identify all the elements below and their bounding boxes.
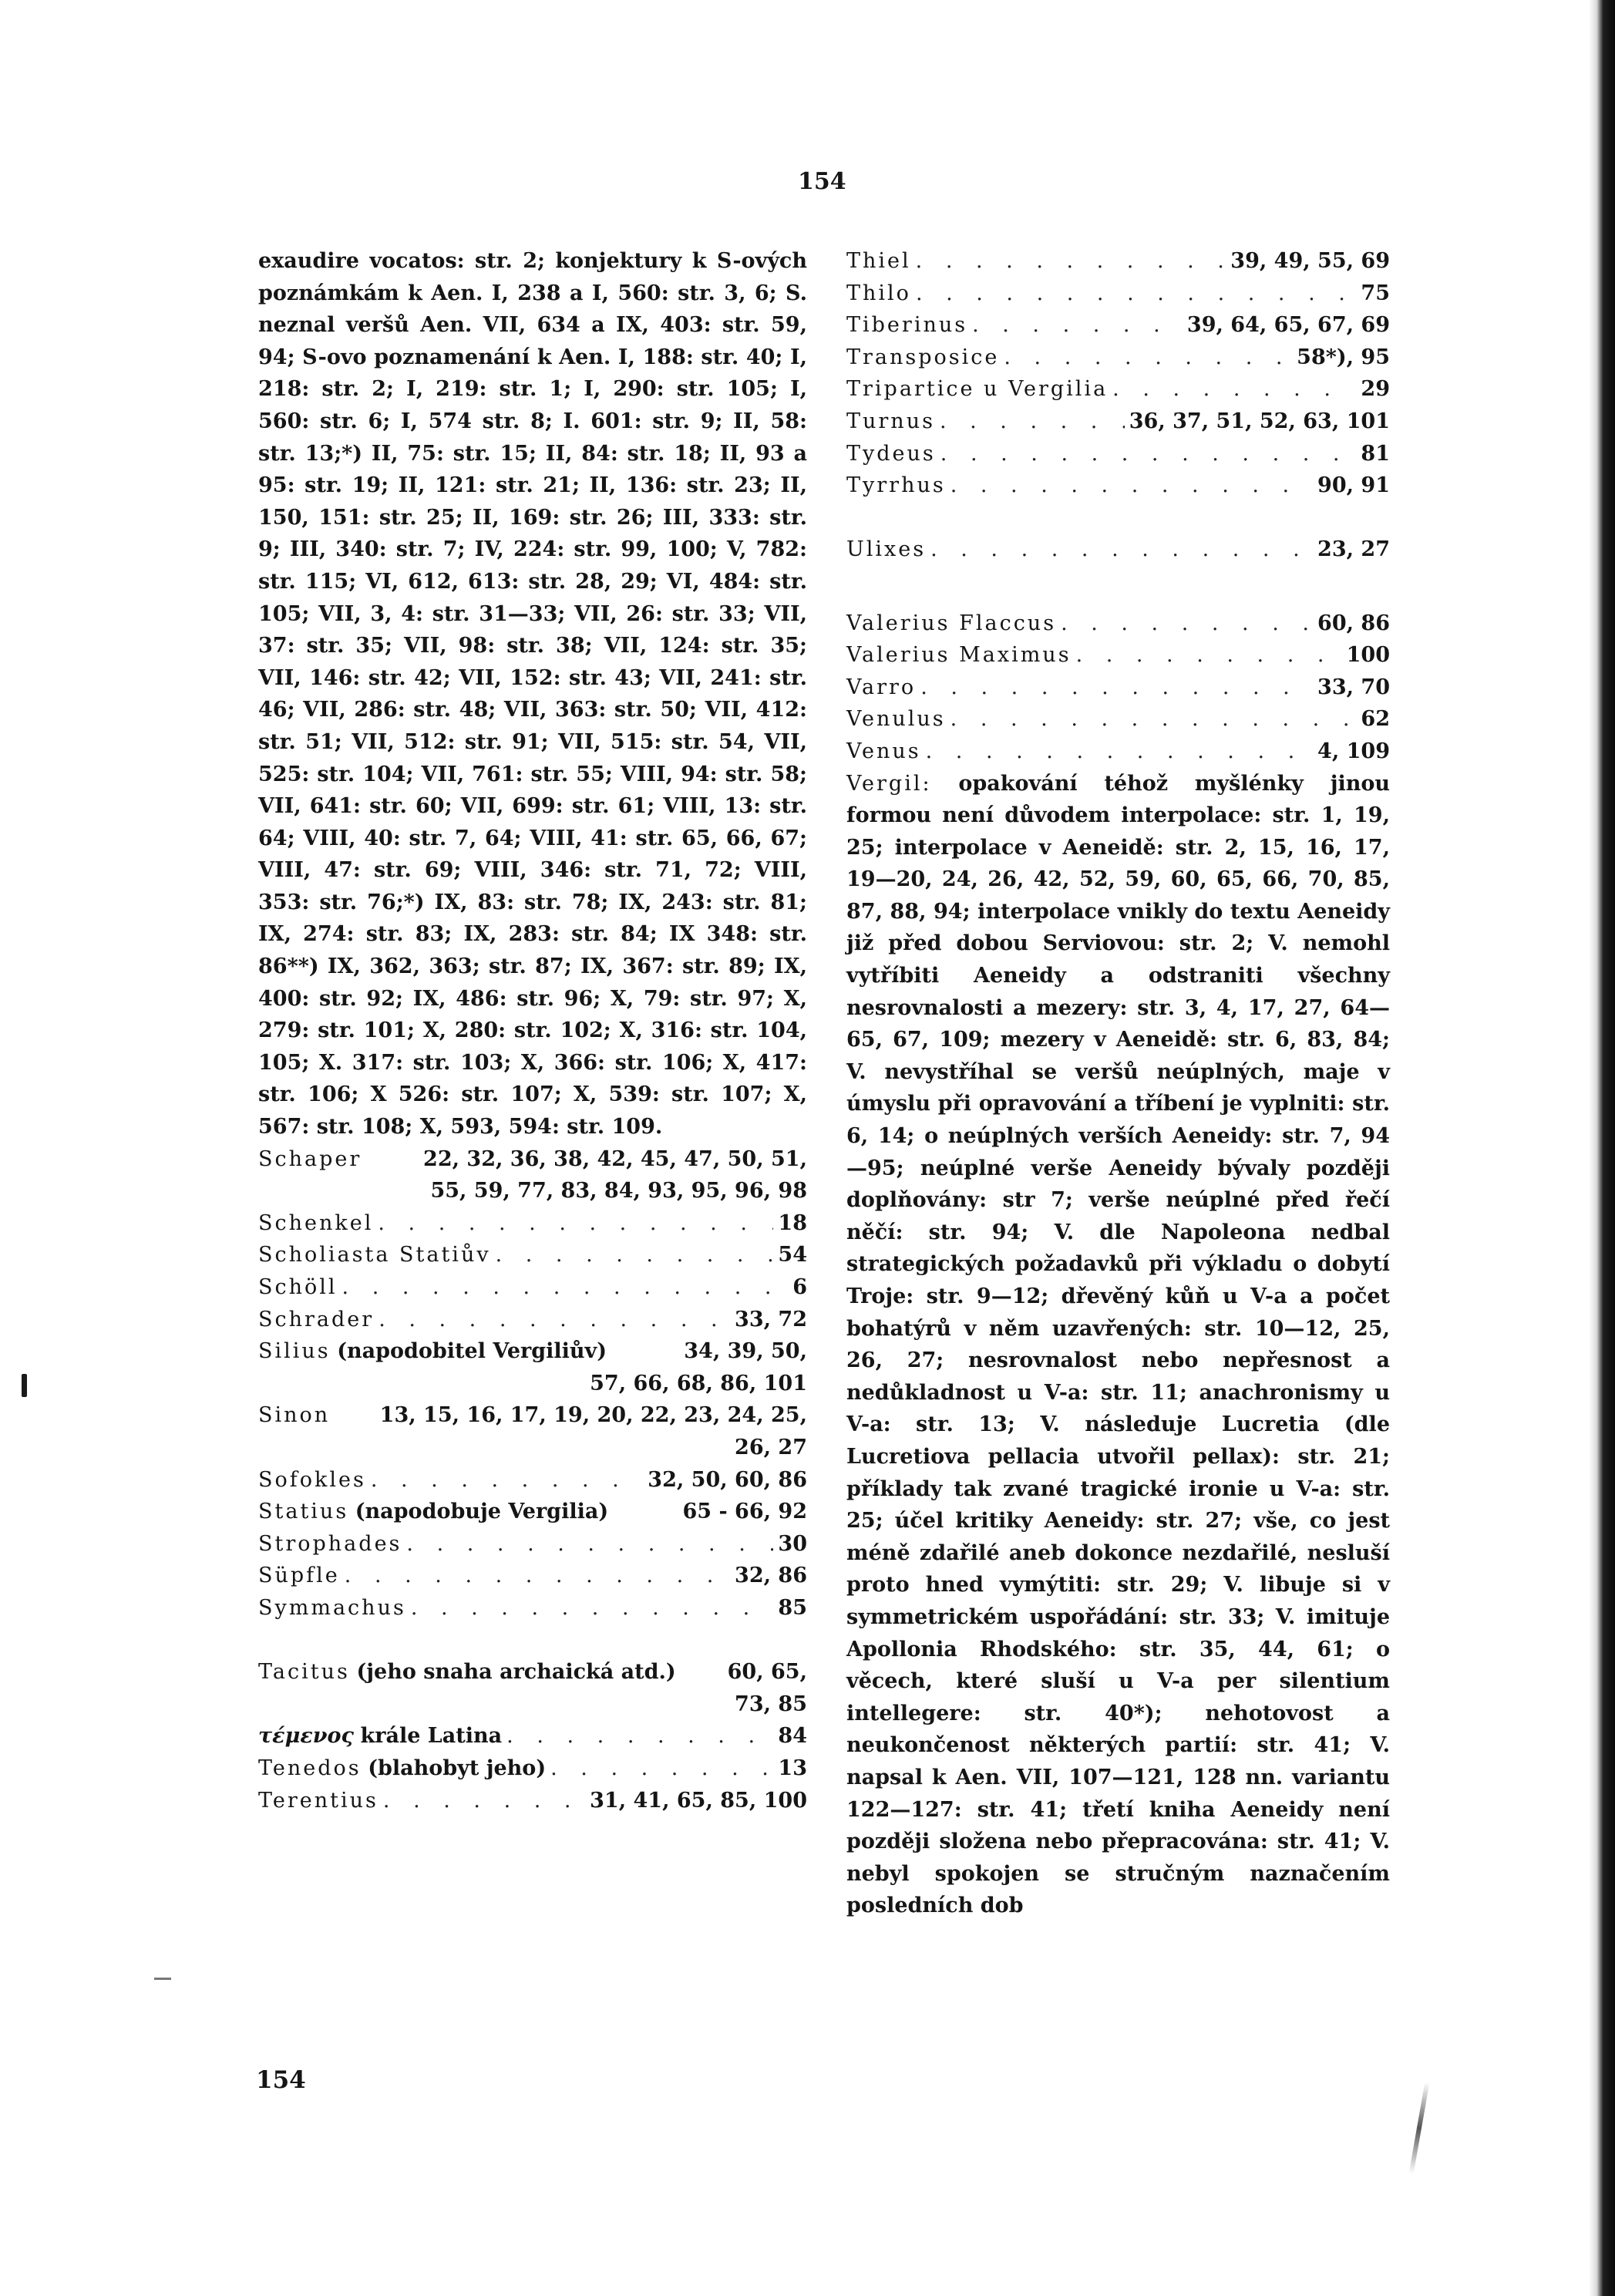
index-entry: Turnus . . . 36, 37, 51, 52, 63, 101 [846,406,1390,438]
index-entries-v [846,608,1390,1922]
index-entry: Tyrrhus . . . 90, 91 [846,470,1390,502]
binding-mark [22,1374,27,1397]
index-entry: Schrader . . . 33, 72 [258,1304,807,1336]
index-entry: Venulus . . . 62 [846,703,1390,736]
index-entry-vergil [846,768,1390,1922]
index-entry: Schöll . . . 6 [258,1271,807,1304]
stray-pencil-mark [1409,2082,1430,2173]
index-entry: Transposice . . . 58*), 95 [846,342,1390,374]
stray-mark [154,1978,171,1980]
page-number-top: 154 [798,168,846,195]
index-entry: Thilo . . . 75 [846,278,1390,310]
index-entry: Sofokles . . . 32, 50, 60, 86 [258,1464,807,1496]
vergil-heading: Vergil: [846,771,932,796]
index-entry: Valerius Flaccus . . . 60, 86 [846,608,1390,640]
index-entry: Sinon 13, 15, 16, 17, 19, 20, 22, 23, 24, 25, 26, 27 [258,1403,807,1459]
index-entry: Tenedos (blahobyt jeho) . . . 13 [258,1752,807,1785]
index-entry: Süpfle . . . 32, 86 [258,1560,807,1592]
index-entry: Valerius Maximus . . . 100 [846,639,1390,672]
index-entry: Statius (napodobuje Vergilia) 65 - 66, 92 [258,1500,807,1524]
index-entry: Ulixes . . . 23, 27 [846,534,1390,566]
page-number-bottom: 154 [256,2066,306,2094]
index-entry: Terentius . . . 31, 41, 65, 85, 100 [258,1785,807,1817]
index-entry: Tydeus . . . 81 [846,438,1390,470]
right-column [846,245,1390,1922]
index-entries-t-left [258,1656,807,1816]
page-edge-shadow [1589,0,1615,2296]
index-entry: Tacitus (jeho snaha archaická atd.) 60, 65, 73, 85 [258,1660,807,1716]
index-entry: Symmachus . . . 85 [258,1592,807,1624]
index-entry: Scholiasta Statiův . . . 54 [258,1239,807,1271]
left-column [258,245,807,1816]
index-entry: Varro . . . 33, 70 [846,672,1390,704]
index-entry: Tripartice u Vergilia . . . 29 [846,373,1390,406]
index-entry: Strophades . . . 30 [258,1528,807,1560]
index-entry: Venus . . . 4, 109 [846,736,1390,768]
index-entry: Schaper 22, 32, 36, 38, 42, 45, 47, 50, 51, 55, 59, 77, 83, 84, 93, 95, 96, 98 [258,1146,807,1204]
index-entries-t-right [846,245,1390,502]
index-entry: Silius (napodobitel Vergiliův) 34, 39, 50, 57, 66, 68, 86, 101 [258,1339,807,1395]
vergil-entry-text: opakování téhož myšlénky jinou formou není důvodem interpolace: str. 1, 19, 25; interpolace v Aeneidě: str. 2, 15, 16, 17, 19—20, 24, 26, 42, 52, 59, 60, 65, 66, 70, 85, 87, 88, 94; interpolace vnikly do textu Aeneidy již před dobou Serviovou: str. 2; V. nemohl vytříbiti Aeneidy a odstraniti všechny nesrovnalosti a mezery: str. 3, 4, 17, 27, 64—65, 67, 109; mezery v Aeneidě: str. 6, 83, 84; V. nevystříhal se veršů neúplných, maje v úmyslu při opravování a tříbení je vyplniti: str. 6, 14; o neúplných verších Aeneidy: str. 7, 94—95; neúplné verše Aeneidy bývaly později doplňovány: str 7; verše neúplné před řečí něčí: str. 94; V. dle Napoleona nedbal strategických požadavků při výkladu o dobytí Troje: str. 9—12; dřevěný kůň u V-a a počet bohatýrů v něm uzavřených: str. 10—12, 25, 26, 27; nesrovnalost nebo nepřesnost a nedůkladnost u V-a: str. 11; anachronismy u V-a: str. 13; V. následuje Lucretia (dle Lucretiova pellacia utvořil pellax): str. 21; příklady tak zvané tragické ironie u V-a: str. 25; účel kritiky Aeneidy: str. 27; vše, co jest méně zdařilé aneb dokonce nezdařilé, nesluší proto hned vymýtiti: str. 29; V. libuje si v symmetrickém uspořádání: str. 33; V. imituje Apollonia Rhodského: str. 35, 44, 61; o věcech, které sluší u V-a per silentium intellegere: str. 40*); nehotovost a neukončenost některých partií: str. 41; V. napsal k Aen. VII, 107—121, 128 nn. variantu 122—127: str. 41; třetí kniha Aeneidy není později složena nebo přepracována: str. 41; V. nebyl spokojen se stručným naznačením posledních dob [846,771,1390,1918]
index-entry: τέμενος krále Latina . . . 84 [258,1720,807,1752]
index-entries-u [846,534,1390,566]
index-entry: Thiel . . . 39, 49, 55, 69 [846,245,1390,278]
servius-continuation-paragraph: exaudire vocatos: str. 2; konjektury k S-ových poznámkám k Aen. I, 238 a I, 560: str. 3, 6; S. neznal veršů Aen. VII, 634 a IX, 403: str. 59, 94; S-ovo poznamenání k Aen. I, 188: str. 40; I, 218: str. 2; I, 219: str. 1; I, 290: str. 105; I, 560: str. 6; I, 574 str. 8; I. 601: str. 9; II, 58: str. 13;*) II, 75: str. 15; II, 84: str. 18; II, 93 a 95: str. 19; II, 121: str. 21; II, 136: str. 23; II, 150, 151: str. 25; II, 169: str. 26; III, 333: str. 9; III, 340: str. 7; IV, 224: str. 99, 100; V, 782: str. 115; VI, 612, 613: str. 28, 29; VI, 484: str. 105; VII, 3, 4: str. 31—33; VII, 26: str. 33; VII, 37: str. 35; VII, 98: str. 38; VII, 124: str. 35; VII, 146: str. 42; VII, 152: str. 43; VII, 241: str. 46; VII, 286: str. 48; VII, 363: str. 50; VII, 412: str. 51; VII, 512: str. 91; VII, 515: str. 54, VII, 525: str. 104; VII, 761: str. 55; VIII, 94: str. 58; VII, 641: str. 60; VII, 699: str. 61; VIII, 13: str. 64; VIII, 40: str. 7, 64; VIII, 41: str. 65, 66, 67; VIII, 47: str. 69; VIII, 346: str. 71, 72; VIII, 353: str. 76;*) IX, 83: str. 78; IX, 243: str. 81; IX, 274: str. 83; IX, 283: str. 84; IX 348: str. 86**) IX, 362, 363; str. 87; IX, 367: str. 89; IX, 400: str. 92; IX, 486: str. 96; X, 79: str. 97; X, 279: str. 101; X, 280: str. 102; X, 316: str. 104, 105; X. 317: str. 103; X, 366: str. 106; X, 417: str. 106; X 526: str. 107; X, 539: str. 107; X, 567: str. 108; X, 593, 594: str. 109. [258,249,807,1140]
index-entry: Schenkel . . . 18 [258,1207,807,1240]
index-entry: Tiberinus . . . 39, 64, 65, 67, 69 [846,309,1390,342]
index-entries-s [258,1143,807,1624]
